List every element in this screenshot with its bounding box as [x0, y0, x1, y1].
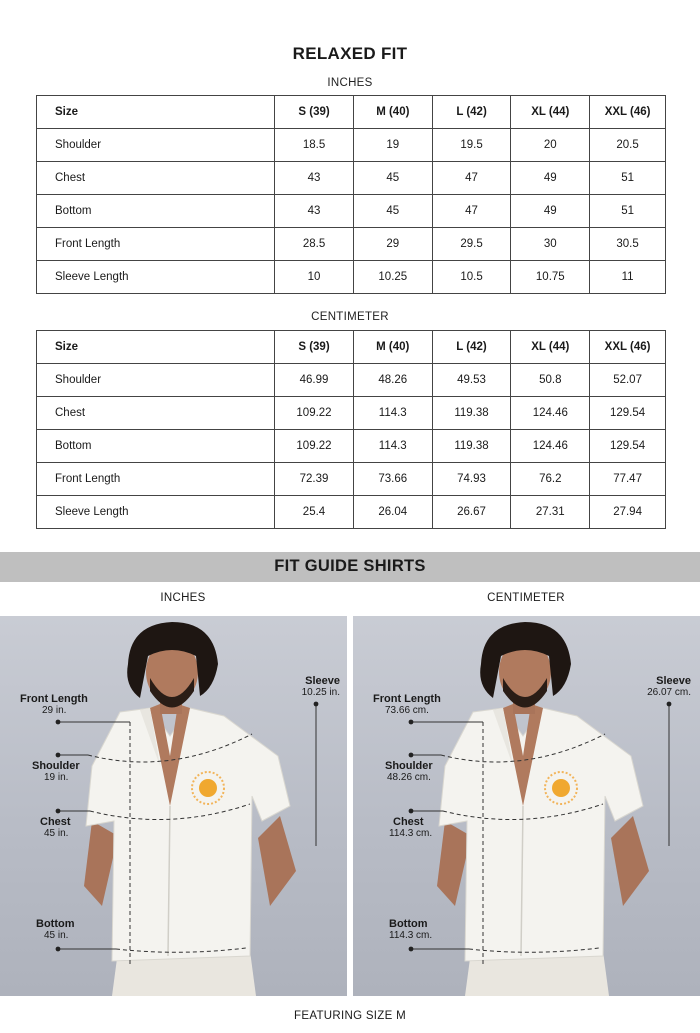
- size-header-cell: L (42): [432, 96, 511, 129]
- size-header-cell: XL (44): [511, 331, 590, 364]
- fit-guide-title: FIT GUIDE SHIRTS: [274, 557, 426, 575]
- measurement-value-cell: 129.54: [590, 430, 666, 463]
- measurement-value-cell: 20: [511, 129, 590, 162]
- measurement-value-cell: 49.53: [432, 364, 511, 397]
- measurement-value-cell: 49: [511, 162, 590, 195]
- measurement-value-cell: 46.99: [275, 364, 354, 397]
- measurement-value-cell: 74.93: [432, 463, 511, 496]
- measurement-name-cell: Sleeve Length: [37, 496, 275, 529]
- measurement-value-cell: 10: [275, 261, 354, 294]
- centimeter-table-label: CENTIMETER: [311, 311, 389, 323]
- chest-callout: [389, 816, 432, 840]
- size-header-cell: XXL (46): [590, 331, 666, 364]
- shoulder-value: 19 in.: [44, 772, 69, 783]
- sleeve-label: Sleeve: [305, 675, 340, 687]
- size-header-cell: M (40): [353, 96, 432, 129]
- model-photo-centimeter: [353, 616, 700, 996]
- measurement-value-cell: 109.22: [275, 397, 354, 430]
- measurement-value-cell: 10.75: [511, 261, 590, 294]
- measurement-value-cell: 30: [511, 228, 590, 261]
- relaxed-fit-title: RELAXED FIT: [292, 44, 408, 63]
- front-length-value: 73.66 cm.: [385, 705, 429, 716]
- measurement-value-cell: 52.07: [590, 364, 666, 397]
- measurement-name-cell: Chest: [37, 162, 275, 195]
- size-header-cell: XL (44): [511, 96, 590, 129]
- measurement-value-cell: 47: [432, 195, 511, 228]
- size-header-cell: M (40): [353, 331, 432, 364]
- model-photo-inches: [0, 616, 347, 996]
- table-row: [37, 162, 666, 195]
- bottom-callout: [36, 918, 75, 942]
- size-header-cell: S (39): [275, 331, 354, 364]
- size-header-cell: L (42): [432, 331, 511, 364]
- measurement-value-cell: 43: [275, 162, 354, 195]
- table-header-row: [37, 96, 666, 129]
- measurement-value-cell: 129.54: [590, 397, 666, 430]
- measurement-value-cell: 77.47: [590, 463, 666, 496]
- size-header-cell: XXL (46): [590, 96, 666, 129]
- measurement-value-cell: 28.5: [275, 228, 354, 261]
- centimeter-size-table: [36, 330, 666, 529]
- fit-guide-inches-label: INCHES: [160, 592, 206, 604]
- measurement-value-cell: 29.5: [432, 228, 511, 261]
- measurement-value-cell: 124.46: [511, 397, 590, 430]
- chest-callout: [40, 816, 71, 840]
- measurement-value-cell: 11: [590, 261, 666, 294]
- front-length-label: Front Length: [20, 693, 88, 705]
- measurement-value-cell: 114.3: [353, 430, 432, 463]
- shoulder-callout: [32, 760, 80, 784]
- measurement-name-cell: Bottom: [37, 430, 275, 463]
- measurement-name-cell: Shoulder: [37, 364, 275, 397]
- fit-guide-centimeter-label: CENTIMETER: [487, 592, 565, 604]
- chest-value: 45 in.: [44, 828, 69, 839]
- shoulder-label: Shoulder: [385, 760, 433, 772]
- measurement-value-cell: 50.8: [511, 364, 590, 397]
- bottom-label: Bottom: [389, 918, 428, 930]
- bottom-value: 114.3 cm.: [389, 930, 433, 941]
- bottom-label: Bottom: [36, 918, 75, 930]
- measurement-value-cell: 27.94: [590, 496, 666, 529]
- chest-value: 114.3 cm.: [389, 828, 433, 839]
- measurement-value-cell: 25.4: [275, 496, 354, 529]
- table-row: [37, 463, 666, 496]
- measurement-value-cell: 45: [353, 162, 432, 195]
- size-column-header: Size: [37, 331, 275, 364]
- size-column-header: Size: [37, 96, 275, 129]
- table-row: [37, 430, 666, 463]
- table-row: [37, 129, 666, 162]
- measurement-name-cell: Chest: [37, 397, 275, 430]
- measurement-value-cell: 119.38: [432, 430, 511, 463]
- measurement-value-cell: 114.3: [353, 397, 432, 430]
- sleeve-label: Sleeve: [656, 675, 691, 687]
- measurement-value-cell: 124.46: [511, 430, 590, 463]
- measurement-name-cell: Shoulder: [37, 129, 275, 162]
- front-length-callout: [373, 693, 441, 717]
- shoulder-value: 48.26 cm.: [387, 772, 431, 783]
- measurement-value-cell: 19.5: [432, 129, 511, 162]
- shoulder-label: Shoulder: [32, 760, 80, 772]
- table-header-row: [37, 331, 666, 364]
- measurement-value-cell: 119.38: [432, 397, 511, 430]
- measurement-name-cell: Front Length: [37, 228, 275, 261]
- measurement-value-cell: 51: [590, 195, 666, 228]
- sleeve-callout: [296, 675, 340, 699]
- table-row: [37, 397, 666, 430]
- measurement-value-cell: 26.67: [432, 496, 511, 529]
- measurement-value-cell: 27.31: [511, 496, 590, 529]
- measurement-name-cell: Front Length: [37, 463, 275, 496]
- table-row: [37, 195, 666, 228]
- bottom-value: 45 in.: [44, 930, 69, 941]
- measurement-value-cell: 76.2: [511, 463, 590, 496]
- size-header-cell: S (39): [275, 96, 354, 129]
- measurement-value-cell: 47: [432, 162, 511, 195]
- measurement-name-cell: Bottom: [37, 195, 275, 228]
- measurement-value-cell: 30.5: [590, 228, 666, 261]
- shoulder-callout: [385, 760, 433, 784]
- measurement-value-cell: 26.04: [353, 496, 432, 529]
- front-length-label: Front Length: [373, 693, 441, 705]
- measurement-value-cell: 72.39: [275, 463, 354, 496]
- table-row: [37, 261, 666, 294]
- measurement-value-cell: 10.5: [432, 261, 511, 294]
- measurement-value-cell: 19: [353, 129, 432, 162]
- measurement-value-cell: 20.5: [590, 129, 666, 162]
- measurement-value-cell: 51: [590, 162, 666, 195]
- measurement-value-cell: 43: [275, 195, 354, 228]
- sleeve-callout: [641, 675, 691, 699]
- measurement-value-cell: 48.26: [353, 364, 432, 397]
- front-length-value: 29 in.: [42, 705, 67, 716]
- chest-label: Chest: [393, 816, 424, 828]
- featuring-size-note: FEATURING SIZE M: [294, 1010, 406, 1022]
- measurement-value-cell: 45: [353, 195, 432, 228]
- bottom-callout: [389, 918, 432, 942]
- table-row: [37, 496, 666, 529]
- inches-size-table: [36, 95, 666, 294]
- measurement-value-cell: 49: [511, 195, 590, 228]
- inches-table-label: INCHES: [327, 77, 373, 89]
- measurement-value-cell: 18.5: [275, 129, 354, 162]
- sleeve-value: 10.25 in.: [301, 687, 340, 698]
- sleeve-value: 26.07 cm.: [647, 687, 691, 698]
- chest-label: Chest: [40, 816, 71, 828]
- table-row: [37, 364, 666, 397]
- measurement-value-cell: 10.25: [353, 261, 432, 294]
- measurement-name-cell: Sleeve Length: [37, 261, 275, 294]
- table-row: [37, 228, 666, 261]
- front-length-callout: [20, 693, 88, 717]
- measurement-value-cell: 29: [353, 228, 432, 261]
- measurement-value-cell: 109.22: [275, 430, 354, 463]
- measurement-value-cell: 73.66: [353, 463, 432, 496]
